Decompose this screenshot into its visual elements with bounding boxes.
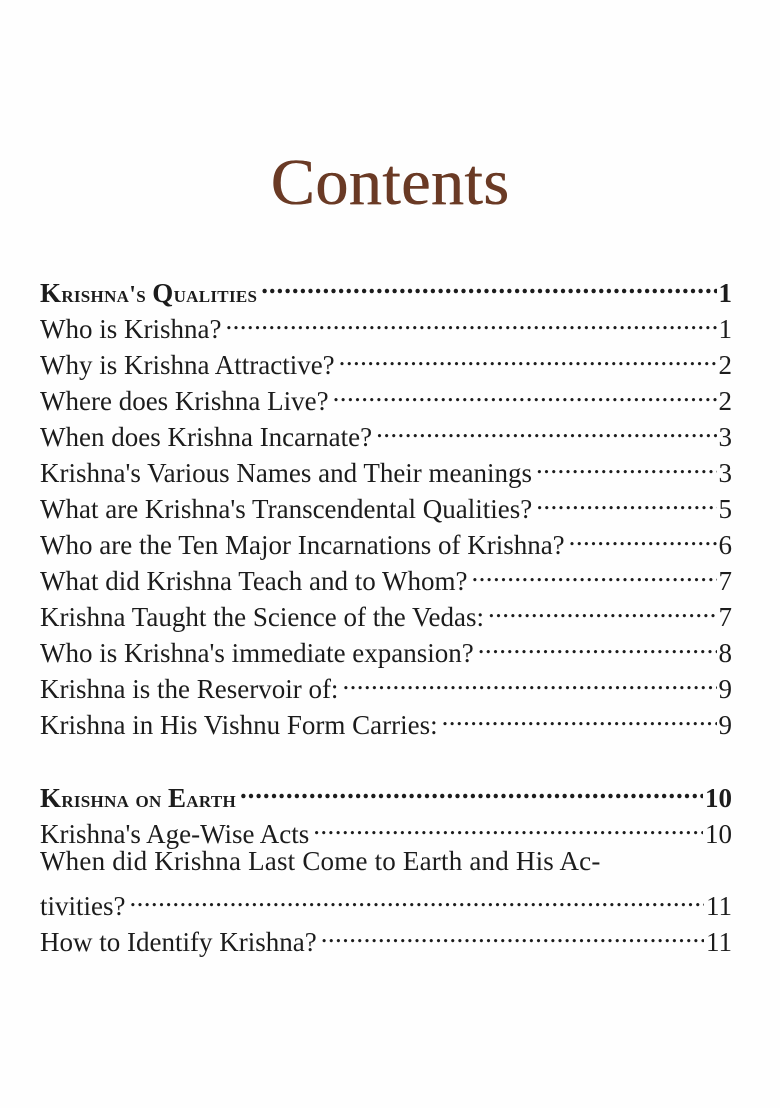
toc-section-krishna-on-earth <box>40 771 732 957</box>
toc-entry-label: Who is Krishna? <box>40 314 222 344</box>
dot-leader <box>376 410 716 446</box>
toc-entry-label: When does Krishna Incarnate? <box>40 422 373 452</box>
toc-page-number: 9 <box>718 710 732 740</box>
toc-page-number: 8 <box>718 638 732 668</box>
toc-heading[interactable] <box>40 266 732 308</box>
toc-page-number: 1 <box>718 314 732 344</box>
toc-page-number: 10 <box>705 783 732 813</box>
toc-heading-label: Krishna on Earth <box>40 783 236 813</box>
dot-leader <box>536 482 716 518</box>
toc-entry-line2 <box>40 879 732 921</box>
toc-entry-label-line1: When did Krishna Last Come to Earth and His Ac- <box>40 846 601 876</box>
dot-leader <box>240 771 703 807</box>
toc-entry-label: How to Identify Krishna? <box>40 927 317 957</box>
toc-entry[interactable] <box>40 915 732 957</box>
toc-page-number: 11 <box>706 927 732 957</box>
toc-page-number: 6 <box>718 530 732 560</box>
toc-page-number: 5 <box>718 494 732 524</box>
toc-page-number: 7 <box>718 566 732 596</box>
toc-entry-label: Who is Krishna's immediate expansion? <box>40 638 474 668</box>
dot-leader <box>225 302 716 338</box>
table-of-contents <box>40 266 732 957</box>
toc-entry-label-line2: tivities? <box>40 891 126 921</box>
toc-entry-label: Krishna in His Vishnu Form Carries: <box>40 710 438 740</box>
toc-section-krishnas-qualities <box>40 266 732 740</box>
toc-heading[interactable] <box>40 771 732 813</box>
dot-leader <box>261 266 716 302</box>
toc-heading-label: Krishna's Qualities <box>40 278 258 308</box>
dot-leader <box>442 698 717 734</box>
dot-leader <box>342 662 716 698</box>
toc-entry-label: Where does Krishna Live? <box>40 386 329 416</box>
dot-leader <box>321 915 704 951</box>
toc-page-number: 11 <box>706 891 732 921</box>
toc-entry-label: Who are the Ten Major Incarnations of Krishna? <box>40 530 565 560</box>
dot-leader <box>313 807 703 843</box>
toc-entry-label: Krishna is the Reservoir of: <box>40 674 339 704</box>
toc-entry-label: Krishna's Various Names and Their meanings <box>40 458 533 488</box>
toc-entry-label: Krishna's Age-Wise Acts <box>40 819 310 849</box>
toc-page-number: 2 <box>718 386 732 416</box>
dot-leader <box>478 626 717 662</box>
toc-page-number: 3 <box>718 458 732 488</box>
dot-leader <box>472 554 717 590</box>
toc-page-number: 1 <box>718 278 732 308</box>
dot-leader <box>129 879 704 915</box>
dot-leader <box>339 338 717 374</box>
dot-leader <box>488 590 717 626</box>
dot-leader <box>536 446 716 482</box>
toc-entry-label: Why is Krishna Attractive? <box>40 350 335 380</box>
toc-entry-label: Krishna Taught the Science of the Vedas: <box>40 602 484 632</box>
toc-page-number: 3 <box>718 422 732 452</box>
toc-page-number: 7 <box>718 602 732 632</box>
page-title: Contents <box>270 146 510 219</box>
toc-entry-wrapped[interactable] <box>40 843 732 921</box>
dot-leader <box>333 374 717 410</box>
toc-page-number: 2 <box>718 350 732 380</box>
toc-entry-label: What did Krishna Teach and to Whom? <box>40 566 468 596</box>
toc-entry-label: What are Krishna's Transcendental Qualities? <box>40 494 533 524</box>
dot-leader <box>569 518 717 554</box>
toc-page-number: 9 <box>718 674 732 704</box>
toc-page-number: 10 <box>705 819 732 849</box>
